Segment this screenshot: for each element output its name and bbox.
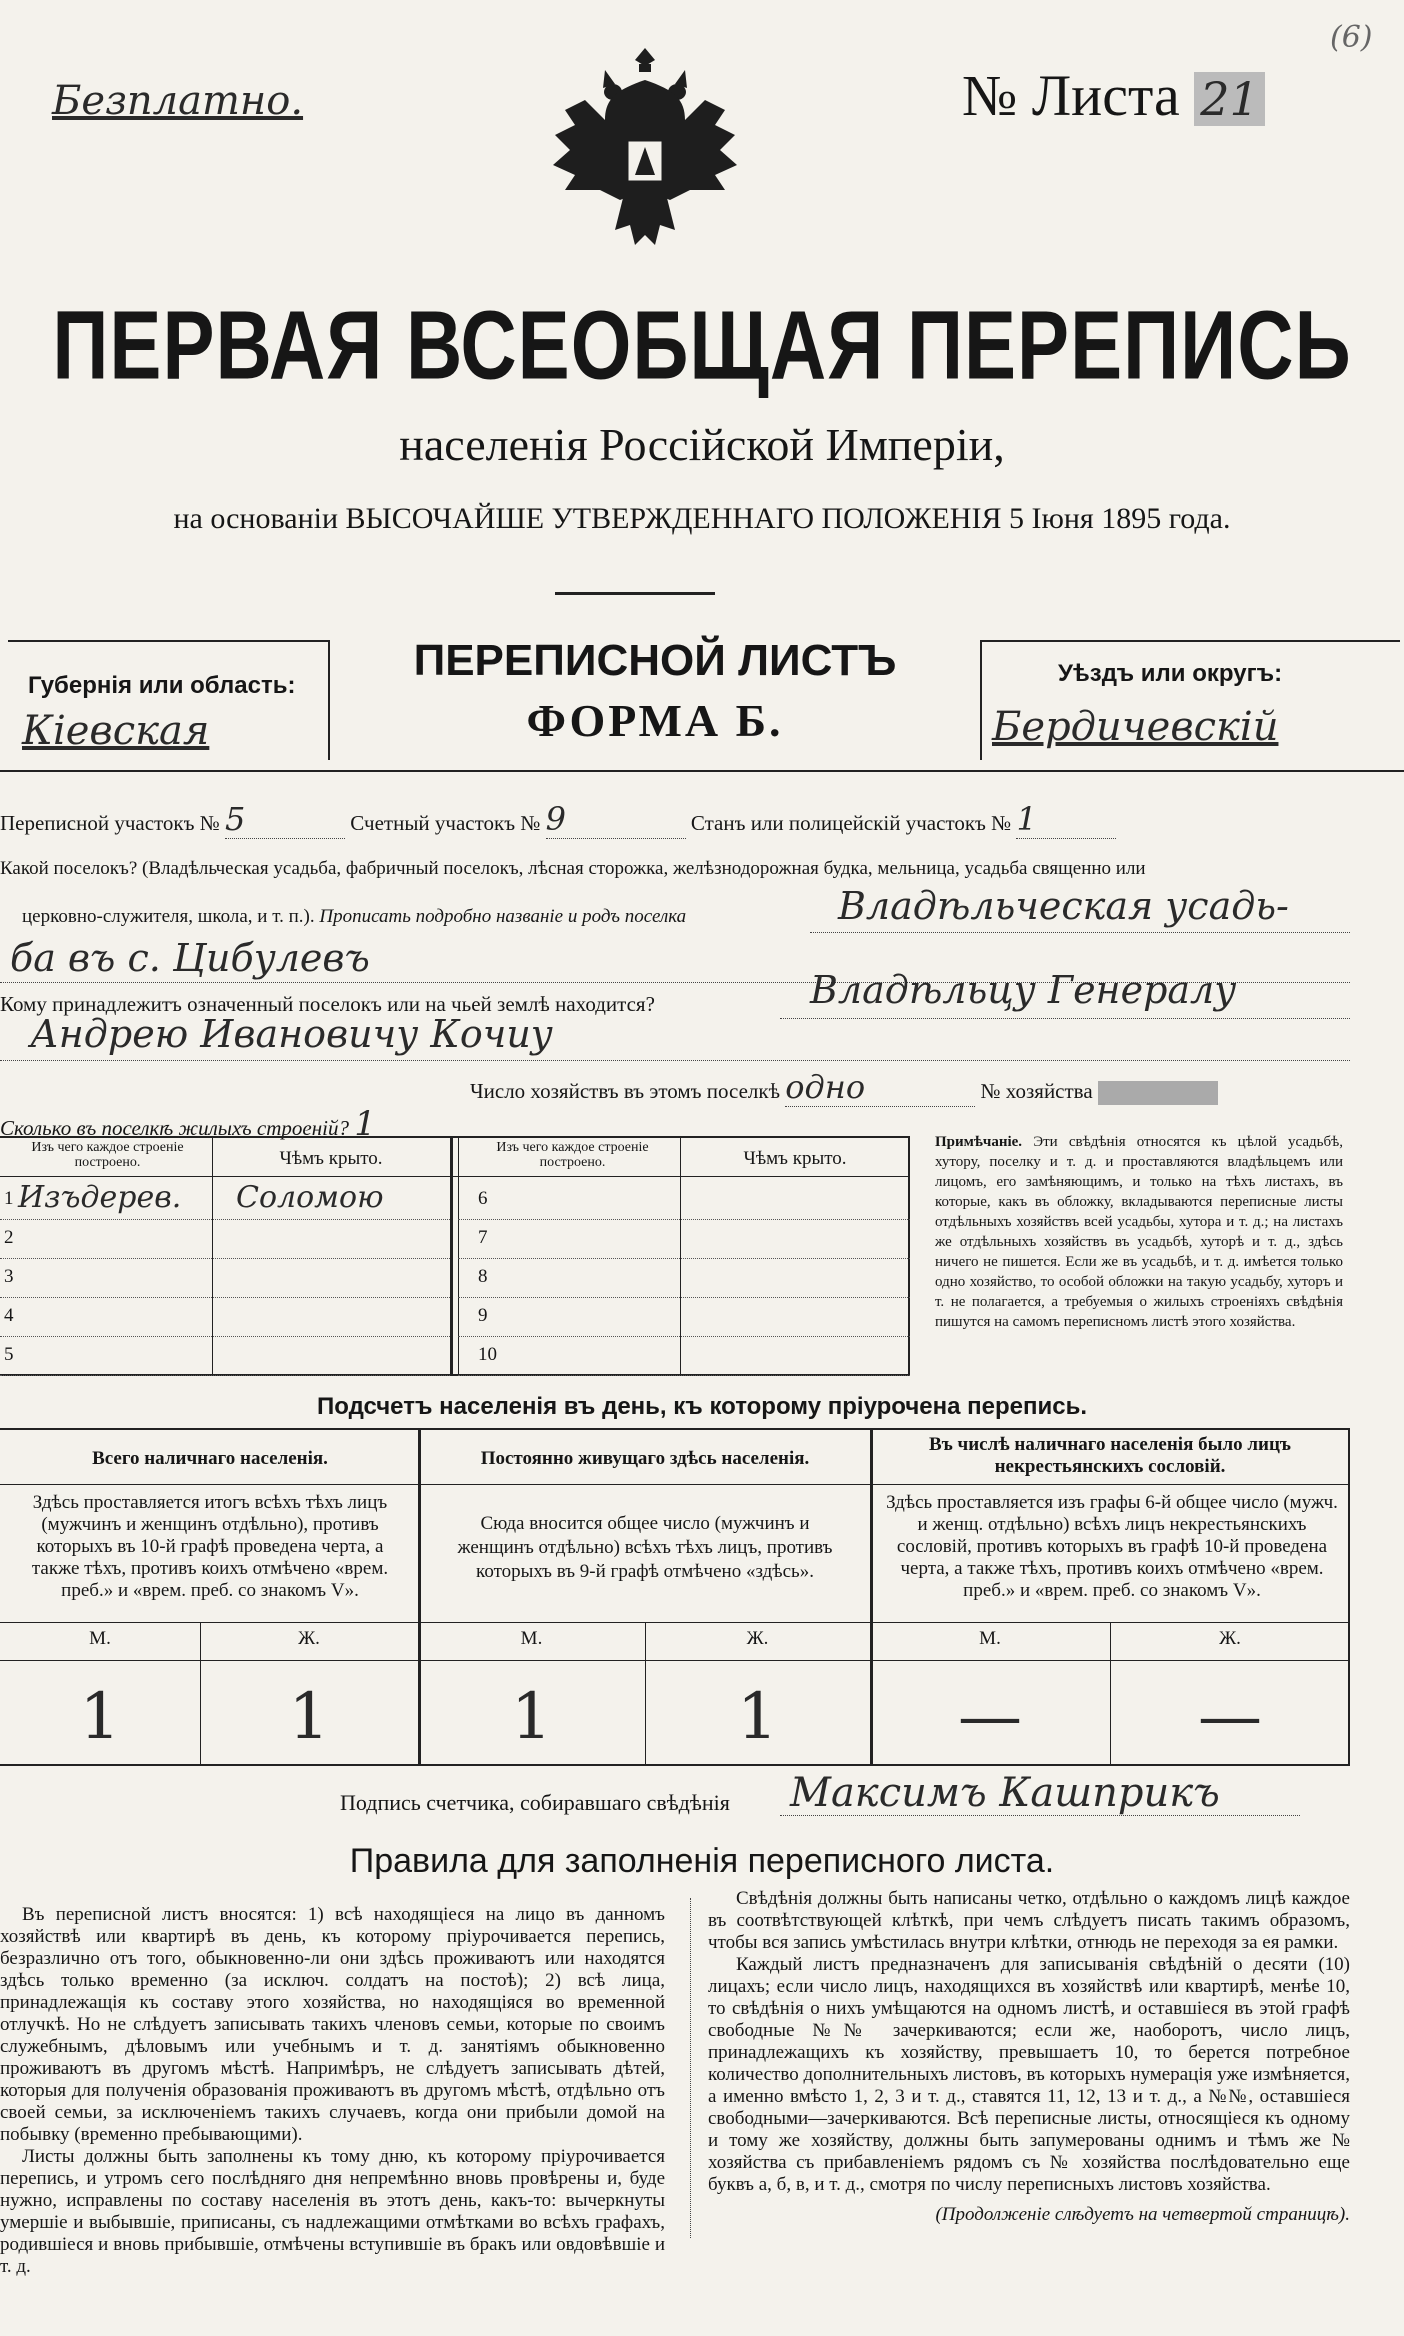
count-female-value: 1 bbox=[288, 1680, 330, 1754]
location-divider bbox=[0, 770, 1404, 772]
buildings-row-number: 4 bbox=[4, 1305, 14, 1326]
title-divider bbox=[555, 592, 715, 595]
buildings-row-line bbox=[458, 1375, 910, 1376]
households-value: одно bbox=[785, 1068, 975, 1107]
buildings-row-number: 9 bbox=[478, 1305, 488, 1326]
buildings-col-roof-left: Чѣмъ крыто. bbox=[279, 1148, 383, 1169]
uezd-label: Уѣздъ или округъ: bbox=[1058, 660, 1283, 687]
note-label: Примѣчаніе. bbox=[935, 1134, 1023, 1150]
count-title: Подсчетъ населенія въ день, къ которому пріурочена перепись. bbox=[317, 1393, 1087, 1420]
buildings-table-mid bbox=[450, 1136, 453, 1376]
settlement-line2-text: церковно-служителя, школа, и т. п.). bbox=[22, 906, 315, 927]
buildings-row-number: 3 bbox=[4, 1266, 14, 1287]
note-text: Эти свѣдѣнія относятся къ цѣлой усадьбѣ, хутору, поселку и т. д. и проставляются владѣльцемъ или лицомъ, его замѣняющимъ, и только на тѣхъ листахъ, въ которые, какъ въ обложку, вкладываются переписные листы отдѣльныхъ хозяйствъ всей усадьбы, хутора и т. д.; на листахъ же отдѣльныхъ хозяйствъ въ усадьбѣ, хуторѣ и т. д., здѣсь ничего не пишется. Если же въ усадьбѣ, и т. д. имѣется только одно хозяйство, то особой обложки на такую усадьбу, хуторъ и т. не полагается, а требуемыя о жилыхъ строеніяхъ свѣдѣнія пишутся на самомъ переписномъ листѣ этого хозяйства. bbox=[935, 1134, 1344, 1330]
owner-dotline2 bbox=[0, 1060, 1350, 1061]
rules-left-p2: Листы должны быть заполнены къ тому дню, къ которому пріурочивается перепись, и утромъ сего послѣдняго дня непремѣнно вновь провѣрены и, буде нужно, исправлены по составу населенія въ этотъ день, какъ-то: вычеркнуты умершіе и выбывшіе, приписаны, съ надлежащими отмѣтками во всѣхъ графахъ, родившіеся и вновь прибывшіе, отмѣчены вступившіе въ бракъ или овдовѣвшіе и т. д. bbox=[0, 2146, 665, 2277]
count-female-header: Ж. bbox=[746, 1628, 769, 1649]
district-line bbox=[0, 800, 1116, 839]
count-male-value: 1 bbox=[79, 1680, 121, 1754]
buildings-table bbox=[0, 1136, 910, 1376]
rules-right-p2: Каждый листъ предназначенъ для записыванія свѣдѣній о десяти (10) лицахъ; если число лицъ, находящихся въ хозяйствѣ или квартирѣ, менѣе 10, то свѣдѣнія о нихъ умѣщаются на одномъ листѣ, и оставшіеся въ этой графѣ свободные №№ зачеркиваются; если же, наоборотъ, число лицъ, принадлежащихъ къ хозяйству, превышаетъ 10, то берется потребное количество дополнительныхъ листовъ, въ которыхъ нумерація уже измѣняется, а именно вмѣсто 1, 2, 3 и т. д., ставятся 11, 12, 13 и т. д., а №№, оставшіеся свободными—зачеркиваются. Всѣ переписные листы, относящіеся къ одному и тому же хозяйству, должны быть запумерованы однимъ и тѣмъ же № хозяйства съ прибавленіемъ рядомъ съ № хозяйства послѣдовательно еще буквъ а, б, в, и т. д., смотря по числу переписныхъ листовъ хозяйства. bbox=[708, 1954, 1350, 2195]
buildings-row-material: Изъдерев. bbox=[18, 1180, 182, 1215]
count-col1-desc: Здѣсь проставляется итогъ всѣхъ тѣхъ лицъ (мужчинъ и женщинъ отдѣльно), противъ которыхъ въ 10-й графѣ проведена черта, а также тѣхъ, противъ коихъ отмѣчено «врем. преб.» и «врем. преб. со знакомъ V». bbox=[31, 1492, 389, 1601]
census-district-value: 5 bbox=[225, 800, 345, 839]
census-subtitle: населенія Россійской Имперіи, bbox=[399, 419, 1005, 470]
sheet-number-caption: № Листа bbox=[962, 63, 1180, 128]
buildings-row-line bbox=[0, 1297, 450, 1298]
counting-district-label: Счетный участокъ № bbox=[350, 811, 541, 835]
sheet-number-value: 21 bbox=[1194, 72, 1265, 126]
households-label: Число хозяйствъ въ этомъ поселкѣ bbox=[470, 1079, 780, 1103]
guberniya-value: Кіевская bbox=[22, 708, 210, 754]
rules-left bbox=[0, 1904, 665, 2278]
free-label: Безплатно. bbox=[52, 78, 304, 124]
rules-right-p1: Свѣдѣнія должны быть написаны четко, отдѣльно о каждомъ лицѣ каждое въ соотвѣтствующей клѣткѣ, при чемъ слѣдуетъ писать такимъ образомъ, чтобы вся запись умѣстилась внутри клѣтки, отнюдь не переходя за ея рамки. bbox=[708, 1888, 1350, 1953]
household-number-label: № хозяйства bbox=[980, 1079, 1093, 1103]
rules-column-divider bbox=[690, 1898, 691, 2238]
count-male-header: М. bbox=[979, 1628, 1001, 1649]
buildings-row-line bbox=[458, 1336, 910, 1337]
count-male-header: М. bbox=[520, 1628, 543, 1649]
count-female-value: 1 bbox=[737, 1680, 778, 1754]
double-headed-eagle-emblem bbox=[545, 40, 745, 270]
households-line bbox=[470, 1068, 1218, 1107]
signature-label: Подпись счетчика, собиравшаго свѣдѣнія bbox=[340, 1790, 730, 1815]
rules-left-p1: Въ переписной листъ вносятся: 1) всѣ находящіеся на лицо въ данномъ хозяйствѣ или квартирѣ въ день, къ которому пріурочивается перепись, безразлично отъ того, обыкновенно-ли они здѣсь проживаютъ или находятся здѣсь только временно (за исключ. солдатъ на постоѣ); 2) всѣ лица, принадлежащія къ составу этого хозяйства, но находящіяся во временной отлучкѣ. Но не слѣдуетъ записывать такихъ членовъ семьи, которые по своимъ служебнымъ, дѣловымъ или учебнымъ и т. д. занятіямъ обыкновенно проживаютъ въ другомъ мѣстѣ. Напримѣръ, не слѣдуетъ записывать дѣтей, которыя для полученія образованія проживаютъ въ другомъ мѣстѣ, отдѣльно отъ своей семьи, за исключеніемъ такихъ случаевъ, когда они прибыли домой на побывку (временно пребывающими). bbox=[0, 1904, 665, 2145]
count-head-line bbox=[0, 1484, 1350, 1485]
buildings-row-number: 5 bbox=[4, 1344, 14, 1365]
buildings-row-number: 7 bbox=[478, 1227, 488, 1248]
settlement-line2-italic: Прописать подробно названіе и родъ поселка bbox=[319, 906, 687, 927]
settlement-line2 bbox=[22, 906, 686, 928]
buildings-row-line bbox=[0, 1219, 450, 1220]
buildings-row-line bbox=[0, 1375, 450, 1376]
count-values-line bbox=[0, 1660, 1350, 1661]
form-name: ФОРМА Б. bbox=[526, 695, 784, 746]
signature-value: Максимъ Кашприкъ bbox=[790, 1770, 1220, 1816]
count-female-header: Ж. bbox=[298, 1628, 320, 1649]
buildings-table-mid2 bbox=[458, 1136, 459, 1376]
buildings-row-line bbox=[0, 1336, 450, 1337]
owner-label: Кому принадлежитъ означенный поселокъ или на чьей землѣ находится? bbox=[0, 992, 655, 1016]
stan-label: Станъ или полицейскій участокъ № bbox=[690, 811, 1012, 835]
buildings-row-number: 6 bbox=[478, 1188, 488, 1209]
census-title: ПЕРВАЯ ВСЕОБЩАЯ ПЕРЕПИСЬ bbox=[52, 289, 1352, 400]
buildings-col-roof-right: Чѣмъ крыто. bbox=[743, 1148, 847, 1169]
owner-value1: Владѣльцу Генералу bbox=[810, 968, 1237, 1012]
count-col3-desc: Здѣсь проставляется изъ графы 6-й общее число (мужч. и женщ. отдѣльно) всѣхъ лицъ некрестьянскихъ сословій, противъ которыхъ въ графѣ 10-й проведена черта, а также тѣхъ, противъ коихъ отмѣчено «врем. преб.» и «врем. преб. со знакомъ V». bbox=[886, 1492, 1338, 1601]
buildings-col-material-left: Изъ чего каждое строеніе построено. bbox=[31, 1140, 184, 1170]
form-title: ПЕРЕПИСНОЙ ЛИСТЪ bbox=[413, 636, 897, 685]
buildings-row-line bbox=[458, 1258, 910, 1259]
household-number-redacted bbox=[1098, 1081, 1218, 1105]
buildings-col-material-right: Изъ чего каждое строеніе построено. bbox=[496, 1140, 649, 1170]
rules-right bbox=[708, 1888, 1350, 2226]
buildings-left-divider bbox=[212, 1136, 213, 1376]
count-male-header: М. bbox=[89, 1628, 111, 1649]
signature-dotline bbox=[780, 1815, 1300, 1816]
buildings-row-line bbox=[458, 1297, 910, 1298]
count-female-header: Ж. bbox=[1219, 1628, 1241, 1649]
settlement-dotline1 bbox=[810, 932, 1350, 933]
count-male-value: — bbox=[958, 1680, 1022, 1754]
guberniya-label: Губернія или область: bbox=[28, 672, 296, 699]
note-block bbox=[935, 1132, 1343, 1332]
buildings-header-line bbox=[0, 1176, 910, 1177]
uezd-value: Бердичевскій bbox=[992, 704, 1279, 750]
count-col2-head: Постоянно живущаго здѣсь населенія. bbox=[480, 1448, 810, 1469]
corner-mark: (6) bbox=[1330, 20, 1373, 55]
count-col2-desc: Сюда вносится общее число (мужчинъ и женщинъ отдѣльно) всѣхъ тѣхъ лицъ, противъ которыхъ въ 9-й графѣ отмѣчено «здѣсь». bbox=[457, 1513, 833, 1582]
count-female-value: — bbox=[1198, 1680, 1262, 1754]
buildings-label: Сколько въ поселкѣ жилыхъ строеній? bbox=[0, 1116, 349, 1140]
settlement-value2: ба въ с. Цибулевъ bbox=[10, 936, 370, 980]
buildings-row-number: 1 bbox=[4, 1188, 14, 1209]
count-male-value: 1 bbox=[511, 1680, 552, 1754]
count-mf-line bbox=[0, 1622, 1350, 1623]
buildings-row-line bbox=[0, 1258, 450, 1259]
count-col1-head: Всего наличнаго населенія. bbox=[92, 1448, 328, 1469]
buildings-row-number: 8 bbox=[478, 1266, 488, 1287]
census-district-label: Переписной участокъ № bbox=[0, 811, 220, 835]
rules-title: Правила для заполненія переписного листа. bbox=[349, 1842, 1055, 1880]
buildings-value: 1 bbox=[354, 1104, 376, 1144]
owner-dotline1 bbox=[780, 1018, 1350, 1019]
owner-value2: Андрею Ивановичу Кочиу bbox=[30, 1012, 553, 1056]
settlement-line1: Какой поселокъ? (Владѣльческая усадьба, фабричный поселокъ, лѣсная сторожка, желѣзнодорожная будка, мельница, усадьба священно или bbox=[0, 858, 1146, 879]
count-col3-head: Въ числѣ наличнаго населенія было лицъ некрестьянскихъ сословій. bbox=[929, 1434, 1291, 1477]
rules-continued: (Продолженіе слѣдуетъ на четвертой страницѣ). bbox=[935, 2204, 1350, 2225]
settlement-value1: Владѣльческая усадь- bbox=[838, 884, 1289, 928]
census-basis: на основаніи ВЫСОЧАЙШЕ УТВЕРЖДЕННАГО ПОЛОЖЕНІЯ 5 Іюня 1895 года. bbox=[173, 502, 1231, 535]
counting-district-value: 9 bbox=[546, 800, 686, 839]
sheet-number-label bbox=[962, 62, 1265, 129]
buildings-row-number: 2 bbox=[4, 1227, 14, 1248]
stan-value: 1 bbox=[1016, 800, 1116, 839]
buildings-row-number: 10 bbox=[478, 1344, 497, 1365]
buildings-right-divider bbox=[680, 1136, 681, 1376]
buildings-row-roof: Соломою bbox=[236, 1180, 384, 1215]
buildings-row-line bbox=[458, 1219, 910, 1220]
